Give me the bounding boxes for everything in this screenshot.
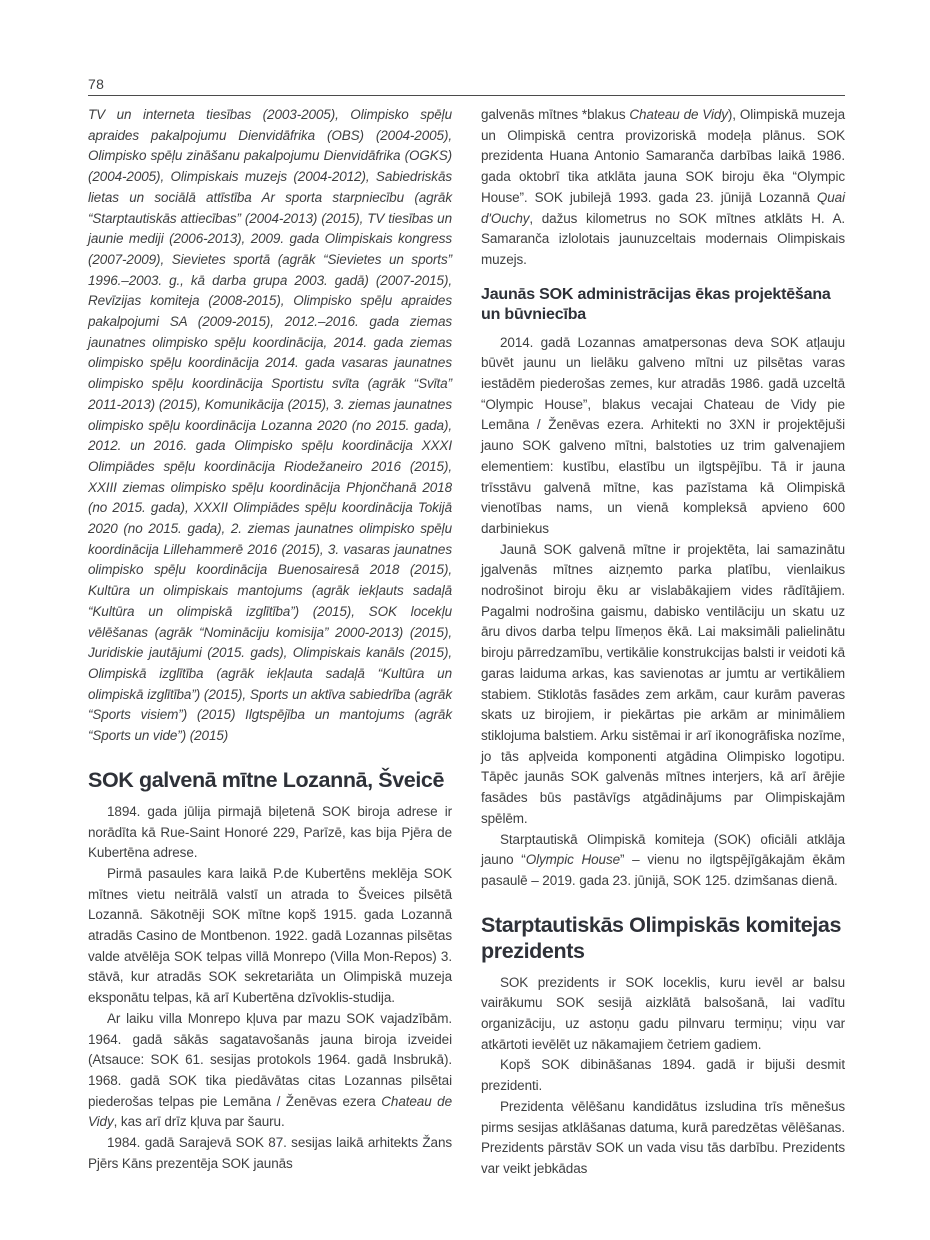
paragraph: Pirmā pasaules kara laikā P.de Kubertēns meklēja SOK mītnes vietu neitrālā valstī un atrada to Šveices pilsētā Lozannā. Sākotnēji SOK mītne kopš 1915. gada Lozannā atradās Casino de Montbenon. 1922. gadā Lozannas pilsētas valde atvēlēja SOK telpas villā Monrepo (Villa Mon-Repos) 3. stāvā, kur atradās SOK sekretariāta un Olimpiskā muzeja eksponātu telpas, kā arī Kubertēna dzīvoklis-studija.	[88, 865, 452, 1006]
right-column	[481, 105, 845, 1180]
paragraph: 1984. gadā Sarajevā SOK 87. sesijas laikā arhitekts Žans Pjērs Kāns prezentēja SOK jaunās	[88, 1135, 452, 1171]
section-heading-president: Starptautiskās Olimpiskās komitejas prezidents	[481, 912, 842, 963]
paragraph: SOK prezidents ir SOK loceklis, kuru ievēl ar balsu vairākumu SOK sesijā aizklātā balsošanā, lai vadītu organizāciju, uz astoņu gadu pilnvaru termiņu; viņu var atkārtoti ievēlēt uz nākamajiem četriem gadiem.	[481, 974, 845, 1052]
page-content	[88, 76, 845, 1180]
subsection-heading-new-building: Jaunās SOK administrācijas ēkas projektēšana un būvniecība	[481, 285, 831, 323]
section-heading-headquarters: SOK galvenā mītne Lozannā, Šveicē	[88, 767, 445, 792]
paragraph: Ar laiku villa Monrepo kļuva par mazu SOK vajadzībām. 1964. gadā sākās sagatavošanās jauna biroja izveidei (Atsauce: SOK 61. sesijas protokols 1964. gadā Insbrukā). 1968. gadā SOK tika piedāvātas citas Lozannas pilsētai piederošas telpas pie Lemāna / Ženēvas ezera Chateau de Vidy, kas arī drīz kļuva par šauru.	[88, 1010, 452, 1130]
page-number: 78	[88, 76, 105, 92]
paragraph: 2014. gadā Lozannas amatpersonas deva SOK atļauju būvēt jaunu un lielāku galveno mītni uz pilsētas varas iestādēm piederošas zemes, kur atradās 1986. gadā uzceltā “Olympic House”, blakus vecajai Chateau de Vidy pie Lemāna / Ženēvas ezera. Arhitekti no 3XN ir projektējuši jauno SOK galveno mītni, balstoties uz trim galvenajiem elementiem: kustību, elastību un ilgtspējību. Tā ir jauna trīsstāvu galvenā mītne, kas pazīstama kā Olimpiskā vienotības nams, un vienā kompleksā apvieno 600 darbiniekus	[481, 334, 845, 536]
paragraph: Prezidenta vēlēšanu kandidātus izsludina trīs mēnešus pirms sesijas atklāšanas datuma, kurā paredzētas vēlēšanas. Prezidents pārstāv SOK un vada visu tās darbību. Prezidents var veikt jebkādas	[481, 1098, 845, 1176]
continuation-paragraph: galvenās mītnes *blakus Chateau de Vidy), Olimpiskā muzeja un Olimpiskā centra provizoriskā modeļa plānus. SOK prezidenta Huana Antonio Samaranča darbības laikā 1986. gada oktobrī tika atklāta jauna SOK biroju ēka “Olympic House”. SOK jubilejā 1993. gada 23. jūnijā Lozannā Quai d'Ouchy, dažus kilometrus no SOK mītnes atklāts H. A. Samaranča izlolotais jaunuzceltais modernais Olimpiskais muzejs.	[481, 107, 845, 267]
paragraph: Starptautiskā Olimpiskā komiteja (SOK) oficiāli atklāja jauno “Olympic House” – vienu no ilgtspējīgākajām ēkām pasaulē – 2019. gada 23. jūnijā, SOK 125. dzimšanas dienā.	[481, 831, 846, 888]
two-column-layout	[88, 105, 845, 1180]
paragraph: Kopš SOK dibināšanas 1894. gadā ir bijuši desmit prezidenti.	[481, 1057, 845, 1094]
header-rule	[88, 95, 845, 96]
commissions-list-paragraph: TV un interneta tiesības (2003-2005), Olimpisko spēļu apraides pakalpojumu Dienvidāfrika (OBS) (2004-2005), Olimpisko spēļu zināšanu pakalpojumu Dienvidāfrika (OGKS) (2004-2005), Olimpiskais muzejs (2004-2012), Sabiedriskās lietas un sociālā attīstība Ar sporta starpniecību (agrāk “Starptautiskās attiecības” (2004-2013) (2015), TV tiesības un jaunie mediji (2006-2013), 2009. gada Olimpiskais kongress (2007-2009), Sievietes sportā (agrāk “Sievietes un sports” 1996.–2003. g., kā darba grupa 2003. gadā) (2007-2015), Revīzijas komiteja (2008-2015), Olimpisko spēļu apraides pakalpojumi SA (2009-2015), 2012.–2016. gada ziemas jaunatnes olimpisko spēļu koordinācija, 2014. gada ziemas olimpisko spēļu koordinācija 2014. gada vasaras jaunatnes olimpisko spēļu koordinācija Sportistu svīta (agrāk “Svīta” 2011-2013) (2015), Komunikācija (2015), 3. ziemas jaunatnes olimpisko spēļu koordinācija Lozanna 2020 (no 2015. gada), 2012. un 2016. gada Olimpisko spēļu koordinācija XXXI Olimpiādes spēļu koordinācija Riodežaneiro 2016 (2015), XXIII ziemas olimpisko spēļu koordinācija Phjončhanā 2018 (no 2015. gada), XXXII Olimpiādes spēļu koordinācija Tokijā 2020 (no 2015. gada), 2. ziemas jaunatnes olimpisko spēļu koordinācija Lillehammerē 2016 (2015), 3. vasaras jaunatnes olimpisko spēļu koordinācija Buenosairesā 2018 (2015), Kultūra un olimpiskais mantojums (agrāk iekļauts sadaļā “Kultūra un olimpiskā izglītība”) (2015), SOK locekļu vēlēšanas (agrāk “Nomināciju komisija” 2000-2013) (2015), Juridiskie jautājumi (2015. gads), Olimpiskais kanāls (2015), Olimpiskā izglītība (agrāk iekļauta sadaļā “Kultūra un olimpiskā izglītība”) (2015), Sports un aktīva sabiedrība (agrāk “Sports visiem”) (2015) Ilgtspējība un mantojums (agrāk “Sports un vide”) (2015)	[88, 107, 452, 744]
left-column	[88, 105, 452, 1180]
paragraph: 1894. gada jūlija pirmajā biļetenā SOK biroja adrese ir norādīta kā Rue-Saint Honoré 229, Parīzē, kas bija Pjēra de Kubertēna adrese.	[88, 803, 452, 861]
paragraph: Jaunā SOK galvenā mītne ir projektēta, lai samazinātu jgalvenās mītnes aizņemto parka platību, vienlaikus nodrošinot biroju ēku ar vislabākajiem vides rādītājiem. Pagalmi nodrošina gaismu, dabisko ventilāciju un skatu uz āru divos darba telpu līmeņos ēkā. Lai maksimāli palielinātu biroju pārredzamību, vertikālie konstrukcijas balsti ir veidoti kā garas laiduma arkas, kas savienotas ar jumtu ar vertikāliem stabiem. Stiklotās fasādes zem arkām, caur kurām paveras skats uz birojiem, ir piekārtas pie arkām ar minimāliem stiklojuma balstiem. Arku sistēmai ir arī ikonogrāfiska nozīme, jo tās apļveida komponenti atgādina Olimpisko logotipu. Tāpēc jaunās SOK galvenās mītnes interjers, kā arī ārējie fasādes būs pastāvīgs atgādinājums par Olimpiskajām spēlēm.	[481, 541, 845, 826]
